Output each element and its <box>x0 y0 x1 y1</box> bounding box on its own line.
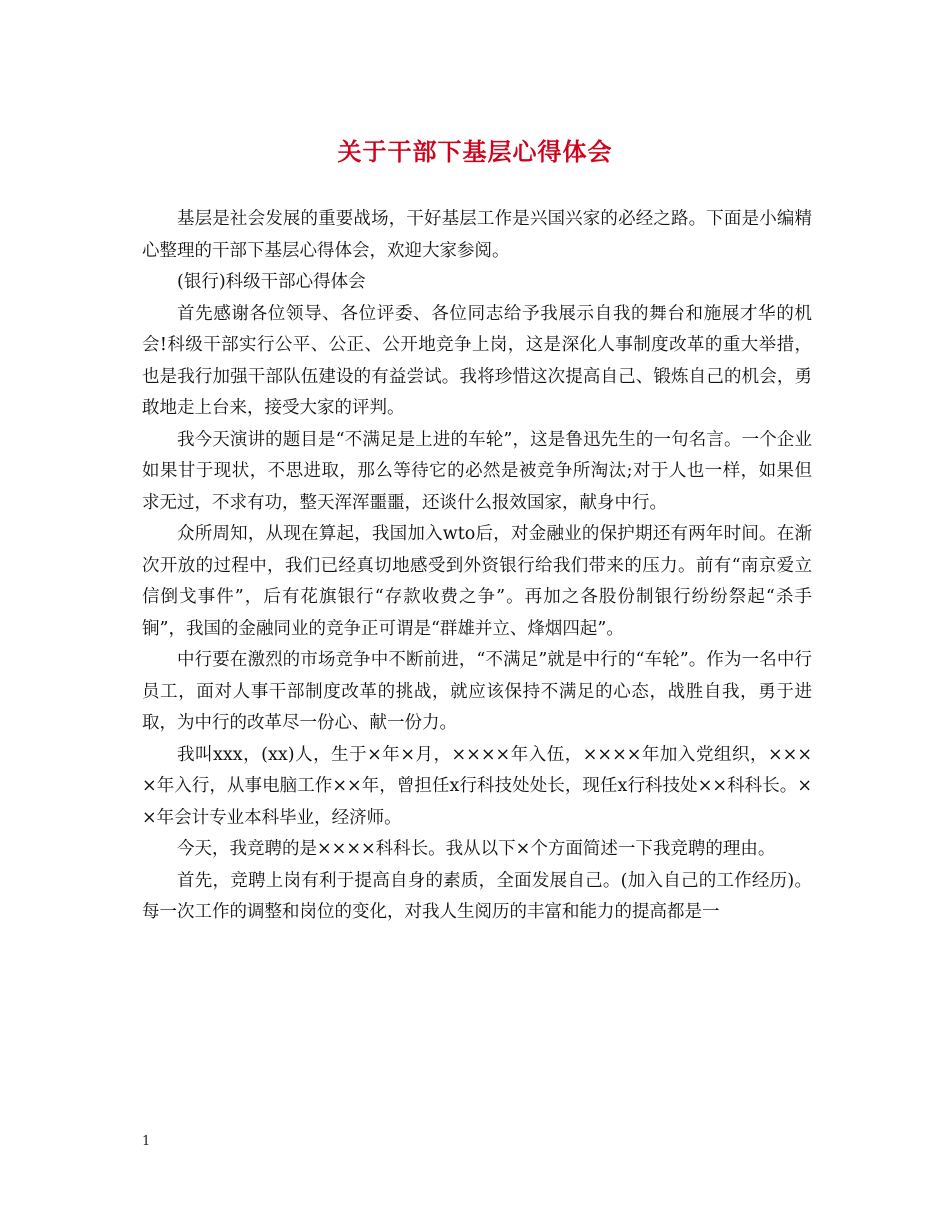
document-title: 关于干部下基层心得体会 <box>337 137 613 166</box>
paragraph-wheel: 中行要在激烈的市场竞争中不断前进，“不满足”就是中行的“车轮”。作为一名中行员工，面对人事干部制度改革的挑战，就应该保持不满足的心态，战胜自我，勇于进取，为中行的改革尽一份心、献一份力。 <box>142 650 812 733</box>
paragraph-subheading: (银行)科级干部心得体会 <box>177 272 366 292</box>
paragraph-competition: 众所周知，从现在算起，我国加入wto后，对金融业的保护期还有两年时间。在渐次开放的过程中，我们已经真切地感受到外资银行给我们带来的压力。前有“南京爱立信倒戈事件”，后有花旗银行“存款收费之争”。再加之各股份制银行纷纷祭起“杀手锏”，我国的金融同业的竞争正可谓是“群雄并立、烽烟四起”。 <box>142 524 812 639</box>
paragraph-position: 今天，我竞聘的是××××科科长。我从以下×个方面简述一下我竞聘的理由。 <box>177 839 776 859</box>
paragraph-self-intro: 我叫xxx，(xx)人，生于×年×月，××××年入伍，××××年加入党组织，××××年入行，从事电脑工作××年，曾担任x行科技处处长，现任x行科技处××科科长。××年会计专业本科毕业，经济师。 <box>142 744 812 828</box>
paragraph-speech-topic: 我今天演讲的题目是“不满足是上进的车轮”，这是鲁迅先生的一句名言。一个企业如果甘于现状，不思进取，那么等待它的必然是被竞争所淘汰;对于人也一样，如果但求无过，不求有功，整天浑浑噩噩，还谈什么报效国家，献身中行。 <box>142 429 812 513</box>
document-body <box>142 204 812 929</box>
paragraph-first-reason: 首先，竞聘上岗有利于提高自身的素质，全面发展自己。(加入自己的工作经历)。每一次工作的调整和岗位的变化，对我人生阅历的丰富和能力的提高都是一 <box>142 870 812 922</box>
paragraph-intro: 基层是社会发展的重要战场，干好基层工作是兴国兴家的必经之路。下面是小编精心整理的干部下基层心得体会，欢迎大家参阅。 <box>142 209 812 261</box>
paragraph-thanks: 首先感谢各位领导、各位评委、各位同志给予我展示自我的舞台和施展才华的机会!科级干部实行公平、公正、公开地竞争上岗，这是深化人事制度改革的重大举措，也是我行加强干部队伍建设的有益尝试。我将珍惜这次提高自己、锻炼自己的机会，勇敢地走上台来，接受大家的评判。 <box>142 303 812 418</box>
page-number: 1 <box>142 1134 151 1149</box>
